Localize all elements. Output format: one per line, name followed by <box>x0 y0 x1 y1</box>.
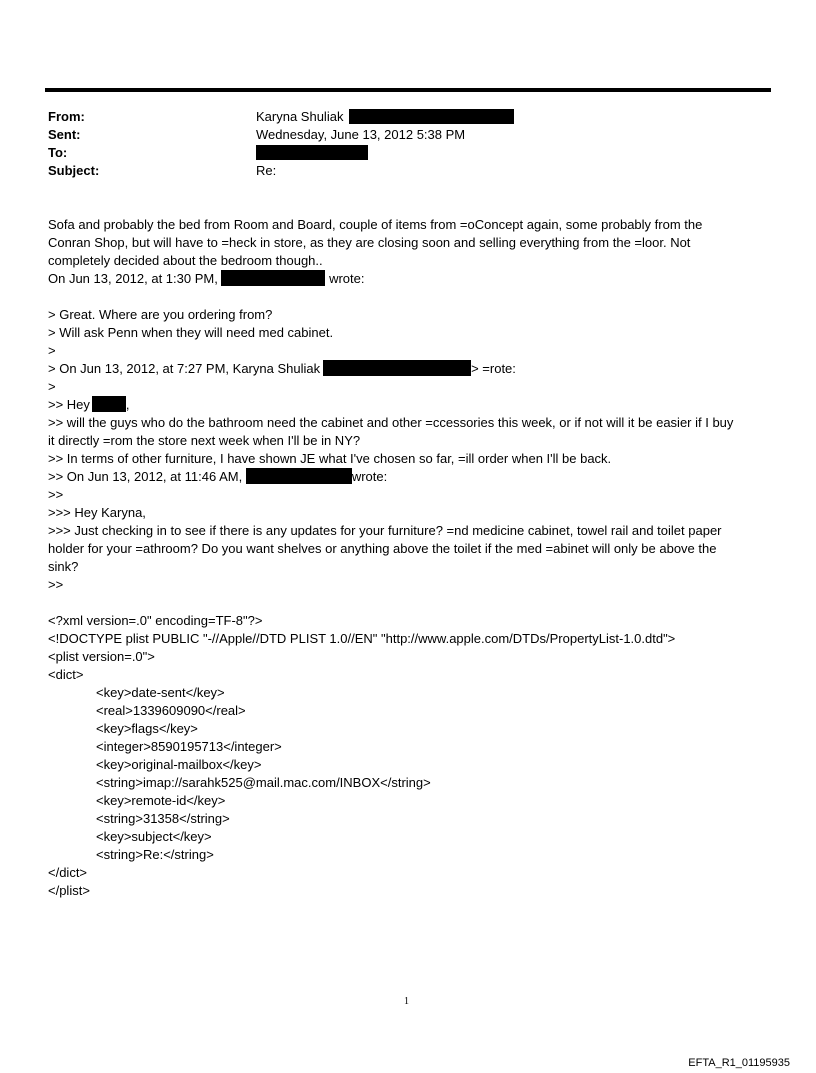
page-number: 1 <box>404 996 409 1007</box>
subject-label: Subject: <box>48 163 100 178</box>
from-value <box>256 108 514 126</box>
plist-line: <dict> <box>48 667 84 682</box>
quote-line: >> <box>48 487 64 502</box>
plist-line: <?xml version=.0" encoding=TF-8"?> <box>48 613 263 628</box>
document-id: EFTA_R1_01195935 <box>688 1057 790 1069</box>
plist-line: <key>flags</key> <box>96 721 198 736</box>
quote-line <box>48 360 516 378</box>
body-text: , <box>125 397 130 412</box>
redaction-box <box>92 396 126 412</box>
body-text: wrote: <box>329 271 365 286</box>
quote-line: >> <box>48 577 64 592</box>
plist-line: <key>date-sent</key> <box>96 685 225 700</box>
header-rule <box>45 88 771 92</box>
to-label: To: <box>48 145 68 160</box>
quote-line: holder for your =athroom? Do you want shelves or anything above the toilet if the med =abinet will only be above the <box>48 541 717 556</box>
redaction-box <box>256 145 368 160</box>
plist-line: <key>subject</key> <box>96 829 212 844</box>
body-text: On Jun 13, 2012, at 1:30 PM, <box>48 271 218 286</box>
plist-line: </dict> <box>48 865 88 880</box>
quote-line: > <box>48 343 56 358</box>
body-text: > On Jun 13, 2012, at 7:27 PM, Karyna Shuliak <box>48 361 321 376</box>
quote-line <box>48 468 387 486</box>
body-text: wrote: <box>351 469 388 484</box>
plist-line: <real>1339609090</real> <box>96 703 246 718</box>
quote-line <box>48 396 130 414</box>
sent-value: Wednesday, June 13, 2012 5:38 PM <box>256 127 466 142</box>
plist-line: <integer>8590195713</integer> <box>96 739 282 754</box>
quote-line: it directly =rom the store next week when I'll be in NY? <box>48 433 361 448</box>
quote-line: > <box>48 379 56 394</box>
from-label: From: <box>48 109 85 124</box>
plist-line: <plist version=.0"> <box>48 649 155 664</box>
plist-line: <key>original-mailbox</key> <box>96 757 262 772</box>
quote-line: sink? <box>48 559 79 574</box>
body-text: > =rote: <box>471 361 516 376</box>
to-value <box>256 144 368 162</box>
redaction-box <box>221 270 325 286</box>
quote-line: > Great. Where are you ordering from? <box>48 307 273 322</box>
redaction-box <box>246 468 352 484</box>
plist-line: <string>Re:</string> <box>96 847 214 862</box>
from-name: Karyna Shuliak <box>256 109 344 124</box>
plist-line: <!DOCTYPE plist PUBLIC "-//Apple//DTD PLIST 1.0//EN" "http://www.apple.com/DTDs/PropertyList-1.0.dtd"> <box>48 631 676 646</box>
quote-line: > Will ask Penn when they will need med cabinet. <box>48 325 334 340</box>
redaction-box <box>323 360 471 376</box>
quote-line: >>> Hey Karyna, <box>48 505 146 520</box>
redaction-box <box>349 109 514 124</box>
plist-line: <string>31358</string> <box>96 811 230 826</box>
body-line: Conran Shop, but will have to =heck in store, as they are closing soon and selling everything from the =loor. Not <box>48 235 691 250</box>
plist-line: <key>remote-id</key> <box>96 793 226 808</box>
body-line: completely decided about the bedroom though.. <box>48 253 323 268</box>
plist-line: </plist> <box>48 883 90 898</box>
plist-line: <string>imap://sarahk525@mail.mac.com/INBOX</string> <box>96 775 431 790</box>
body-text: >> On Jun 13, 2012, at 11:46 AM, <box>48 469 243 484</box>
body-text: >> Hey <box>48 397 90 412</box>
body-line: Sofa and probably the bed from Room and Board, couple of items from =oConcept again, some probably from the <box>48 217 703 232</box>
sent-label: Sent: <box>48 127 81 142</box>
subject-value: Re: <box>256 163 277 178</box>
quote-line: >>> Just checking in to see if there is any updates for your furniture? =nd medicine cabinet, towel rail and toilet paper <box>48 523 722 538</box>
body-line <box>48 270 365 288</box>
quote-line: >> In terms of other furniture, I have shown JE what I've chosen so far, =ill order when I'll be back. <box>48 451 612 466</box>
quote-line: >> will the guys who do the bathroom need the cabinet and other =ccessories this week, or if not will it be easier if I buy <box>48 415 734 430</box>
